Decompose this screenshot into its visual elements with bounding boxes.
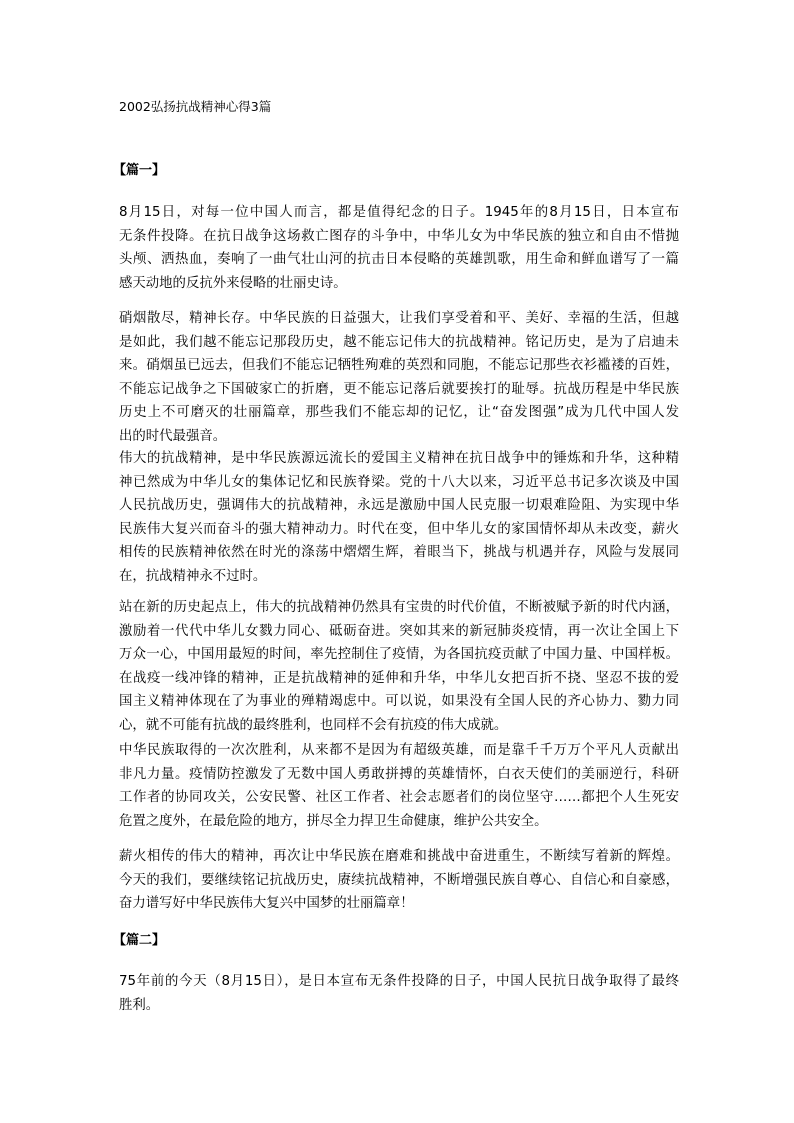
paragraph-line: 胜利。 <box>119 997 160 1013</box>
paragraph-line: 头颅、洒热血，奏响了一曲气壮山河的抗击日本侵略的英雄凯歌，用生命和鲜血谱写了一篇 <box>119 252 679 267</box>
paragraph-line: 非凡力量。疫情防控激发了无数中国人勇敢拼搏的英雄情怀，白衣天使们的美丽逆行，科研 <box>119 766 679 782</box>
paragraph-line: 8月15日，对每一位中国人而言，都是值得纪念的日子。1945年的8月15日，日本宣布 <box>119 205 679 220</box>
paragraph <box>119 447 679 588</box>
paragraph <box>119 970 679 1017</box>
paragraph-line: 出的时代最强音。 <box>119 428 227 444</box>
paragraph-line: 历史上不可磨灭的壮丽篇章，那些我们不能忘却的记忆，让“奋发图强”成为几代中国人发 <box>119 405 679 420</box>
paragraph-line: 奋力谱写好中华民族伟大复兴中国梦的壮丽篇章！ <box>119 896 414 911</box>
paragraph <box>119 845 679 916</box>
paragraph <box>119 596 679 737</box>
paragraph-line: 感天动地的反抗外来侵略的壮丽史诗。 <box>119 275 347 291</box>
paragraph-line: 在战疫一线冲锋的精神，正是抗战精神的延伸和升华，中华儿女把百折不挠、坚忍不拔的爱 <box>119 670 679 686</box>
paragraph-line: 来。硝烟虽已远去，但我们不能忘记牺牲殉难的英烈和同胞，不能忘记那些衣衫褴褛的百姓， <box>119 358 679 373</box>
paragraph <box>119 739 679 833</box>
paragraph-line: 心，就不可能有抗战的最终胜利，也同样不会有抗疫的伟大成就。 <box>119 717 508 733</box>
paragraph-line: 今天的我们，要继续铭记抗战历史，赓续抗战精神，不断增强民族自尊心、自信心和自豪感， <box>119 872 679 888</box>
paragraph-line: 国主义精神体现在了为事业的殚精竭虑中。可以说，如果没有全国人民的齐心协力、勠力同 <box>119 694 679 709</box>
section-heading-1: 【篇一】 <box>113 163 166 178</box>
paragraph-line: 是如此，我们越不能忘记那段历史，越不能忘记伟大的抗战精神。铭记历史，是为了启迪未 <box>119 334 679 350</box>
paragraph-line: 硝烟散尽，精神长存。中华民族的日益强大，让我们享受着和平、美好、幸福的生活，但越 <box>119 311 679 326</box>
paragraph-line: 激励着一代代中华儿女戮力同心、砥砺奋进。突如其来的新冠肺炎疫情，再一次让全国上下 <box>119 623 679 639</box>
paragraph-line: 万众一心，中国用最短的时间，率先控制住了疫情，为各国抗疫贡献了中国力量、中国样板。 <box>119 647 679 662</box>
paragraph-line: 神已然成为中华儿女的集体记忆和民族脊梁。党的十八大以来，习近平总书记多次谈及中国 <box>119 474 679 490</box>
paragraph-line: 75年前的今天（8月15日），是日本宣布无条件投降的日子，中国人民抗日战争取得了最终 <box>119 974 679 989</box>
paragraph-line: 无条件投降。在抗日战争这场救亡图存的斗争中，中华儿女为中华民族的独立和自由不惜抛 <box>119 228 679 244</box>
paragraph-line: 危置之度外，在最危险的地方，拼尽全力捍卫生命健康，维护公共安全。 <box>119 813 548 829</box>
paragraph-line: 人民抗战历史，强调伟大的抗战精神，永远是激励中国人民克服一切艰难险阻、为实现中华 <box>119 498 679 513</box>
paragraph-line: 薪火相传的伟大的精神，再次让中华民族在磨难和挑战中奋进重生，不断续写着新的辉煌。 <box>119 849 679 864</box>
paragraph-line: 在，抗战精神永不过时。 <box>119 568 267 584</box>
paragraph-line: 不能忘记战争之下国破家亡的折磨，更不能忘记落后就要挨打的耻辱。抗战历程是中华民族 <box>119 381 679 397</box>
paragraph-line: 站在新的历史起点上，伟大的抗战精神仍然具有宝贵的时代价值，不断被赋予新的时代内涵， <box>119 600 679 615</box>
paragraph-line: 工作者的协同攻关，公安民警、社区工作者、社会志愿者们的岗位坚守……都把个人生死安 <box>119 790 679 805</box>
paragraph-line: 伟大的抗战精神，是中华民族源远流长的爱国主义精神在抗日战争中的锤炼和升华，这种精 <box>119 451 679 466</box>
paragraph <box>119 201 679 295</box>
paragraph <box>119 307 679 448</box>
section-heading-2: 【篇二】 <box>113 933 166 948</box>
paragraph-line: 民族伟大复兴而奋斗的强大精神动力。时代在变，但中华儿女的家国情怀却从未改变，薪火 <box>119 521 679 537</box>
document-title: 2002弘扬抗战精神心得3篇 <box>119 99 272 114</box>
paragraph-line: 中华民族取得的一次次胜利，从来都不是因为有超级英雄，而是靠千千万万个平凡人贡献出 <box>119 743 679 758</box>
paragraph-line: 相传的民族精神依然在时光的涤荡中熠熠生辉，着眼当下，挑战与机遇并存，风险与发展同 <box>119 545 679 560</box>
